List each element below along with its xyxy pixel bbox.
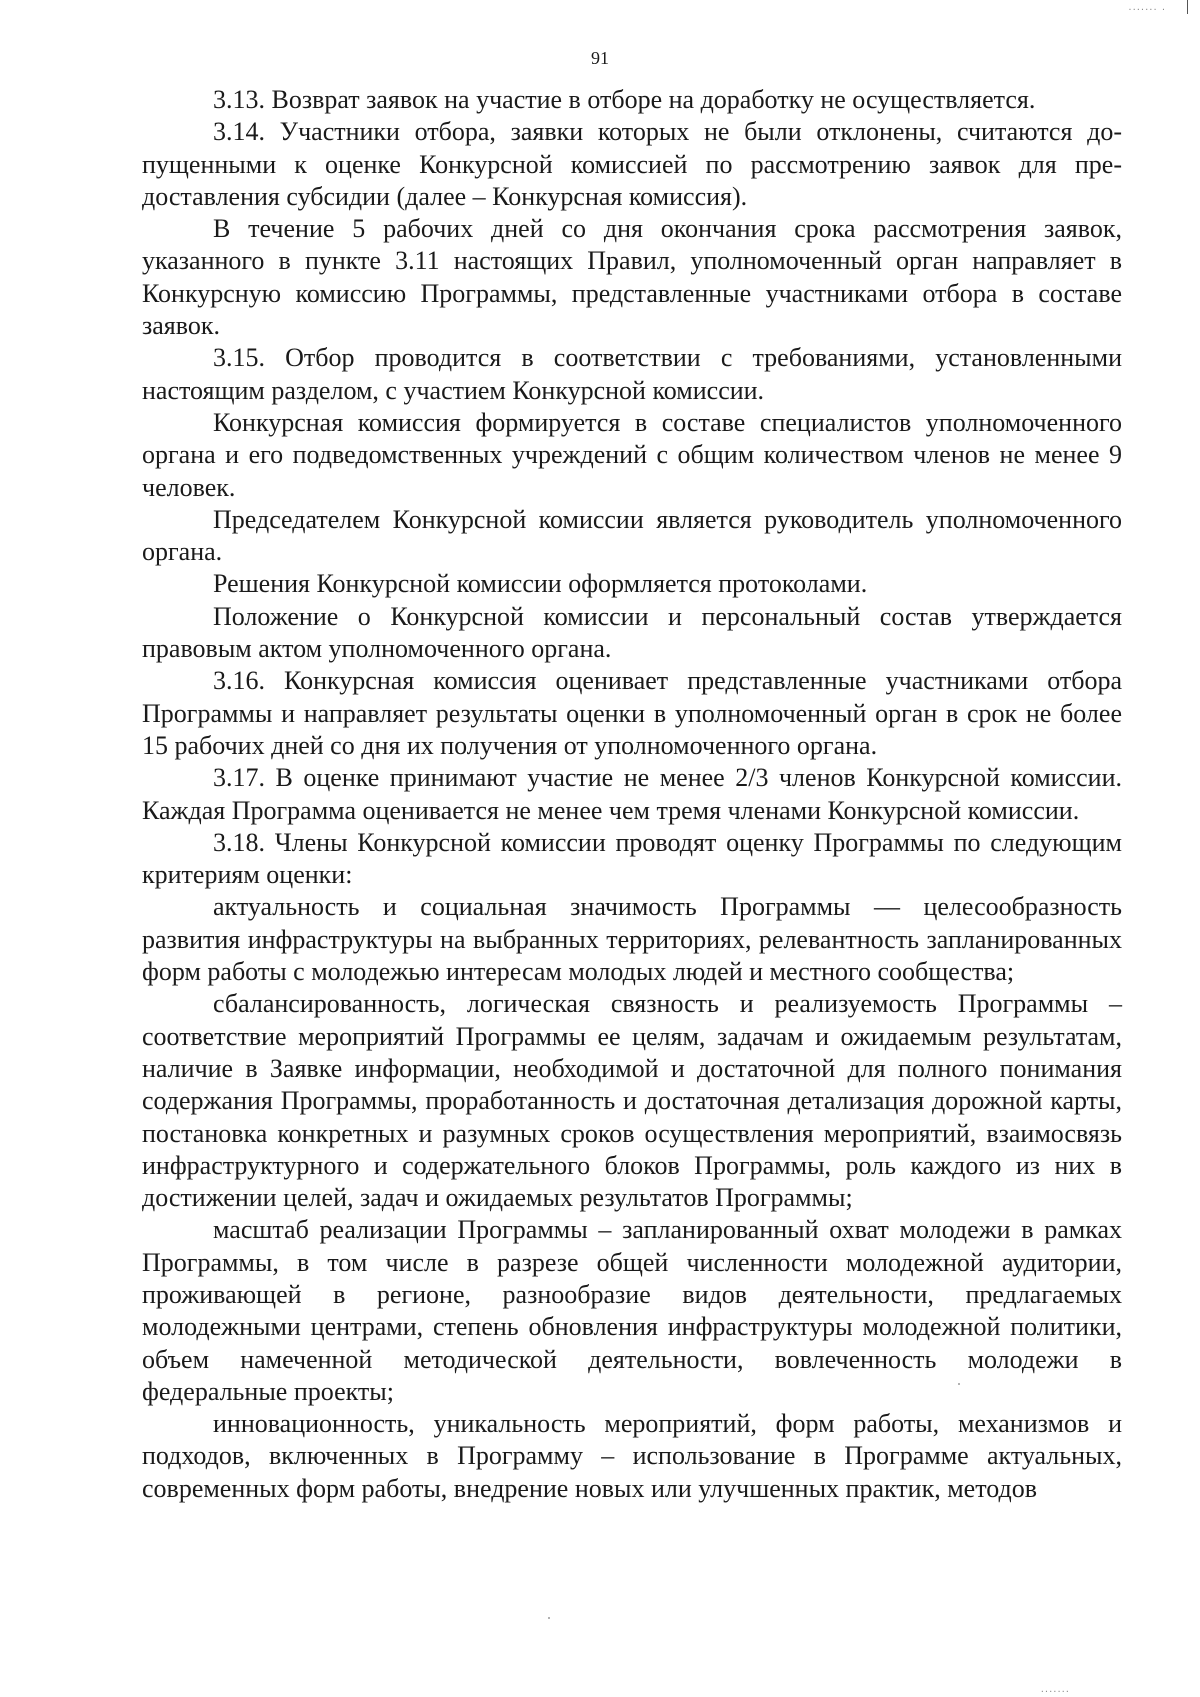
paragraph-3-18: 3.18. Члены Конкурсной комиссии проводят оценку Программы по следующим критериям оценки: bbox=[142, 827, 1122, 890]
scan-speck bbox=[548, 1617, 550, 1619]
criterion-relevance: актуальность и социальная значимость Программы — целесообразность развития инфраструктуры на выбранных территориях, релевантность запланированных форм работы с молодежью интересам молодых людей и местного сообщества; bbox=[142, 892, 1122, 987]
paragraph-3-13: 3.13. Возврат заявок на участие в отборе на доработку не осуществляется. bbox=[213, 85, 1036, 114]
criterion-innovation: инновационность, уникальность мероприятий, форм работы, механизмов и подходов, включенных в Программу – использование в Программе актуальных, современных форм работы, внедрение новых или улучшенных практик, методов bbox=[142, 1409, 1122, 1503]
corner-tick-mark bbox=[1187, 0, 1188, 14]
criterion-balance: сбалансированность, логическая связность и реализуемость Программы – соответствие мероприятий Программы ее целям, задачам и ожидаемым результатам, наличие в Заявке информации, необходимой и достаточной для полного понимания содержания Программы, проработанность и достаточная детализация дорожной карты, постановка конкретных и разумных сроков осуществления мероприятий, взаимосвязь инфраструктурного и содержательного блоков Программы, роль каждого из них в достижении целей, задач и ожидаемых результатов Программы; bbox=[142, 989, 1122, 1213]
document-body bbox=[142, 84, 1122, 1505]
corner-scan-mark: ....... bbox=[1040, 1684, 1070, 1695]
paragraph-commission-regulation: Положение о Конкурсной комиссии и персональный состав утверждается правовым актом уполномоченного органа. bbox=[142, 601, 1122, 664]
paragraph-3-16: 3.16. Конкурсная комиссия оценивает представленные участниками отбора Программы и направляет результаты оценки в уполномоченный орган в срок не более 15 рабочих дней со дня их получения от уполномоченного органа. bbox=[142, 666, 1122, 760]
paragraph-commission-chair: Председателем Конкурсной комиссии является руководитель уполномоченного органа. bbox=[142, 504, 1122, 567]
scan-speck bbox=[958, 1383, 960, 1385]
criterion-scale: масштаб реализации Программы – запланированный охват молодежи в рамках Программы, в том числе в разрезе общей численности молодежной аудитории, проживающей в регионе, разнообразие видов деятельности, предлагаемых молодежными центрами, степень обновления инфраструктуры молодежной политики, объем намеченной методической деятельности, вовлеченность молодежи в федеральные проекты; bbox=[142, 1215, 1122, 1406]
paragraph-review-period: В течение 5 рабочих дней со дня окончания срока рассмотрения заявок, указанного в пункте 3.11 настоящих Правил, уполномоченный орган направляет в Конкурсную комиссию Программы, представленные участниками отбора в составе заявок. bbox=[142, 214, 1122, 341]
corner-scan-mark: ....... . bbox=[1128, 2, 1166, 13]
paragraph-3-17: 3.17. В оценке принимают участие не менее 2/3 членов Конкурсной комиссии. Каждая Программа оценивается не менее чем тремя членами Конкурсной комиссии. bbox=[142, 763, 1122, 825]
paragraph-3-14: 3.14. Участники отбора, заявки которых не были отклонены, считаются допущенными к оценке Конкурсной комиссией по рассмотрению заявок для предоставления субсидии (далее – Конкурсная комиссия). bbox=[142, 117, 1122, 211]
paragraph-commission-composition: Конкурсная комиссия формируется в составе специалистов уполномоченного органа и его подведомственных учреждений с общим количеством членов не менее 9 человек. bbox=[142, 407, 1122, 502]
paragraph-3-15: 3.15. Отбор проводится в соответствии с требованиями, установленными настоящим разделом, с участием Конкурсной комиссии. bbox=[142, 343, 1122, 405]
paragraph-commission-decisions: Решения Конкурсной комиссии оформляется протоколами. bbox=[213, 569, 868, 599]
page-number: 91 bbox=[591, 48, 609, 68]
